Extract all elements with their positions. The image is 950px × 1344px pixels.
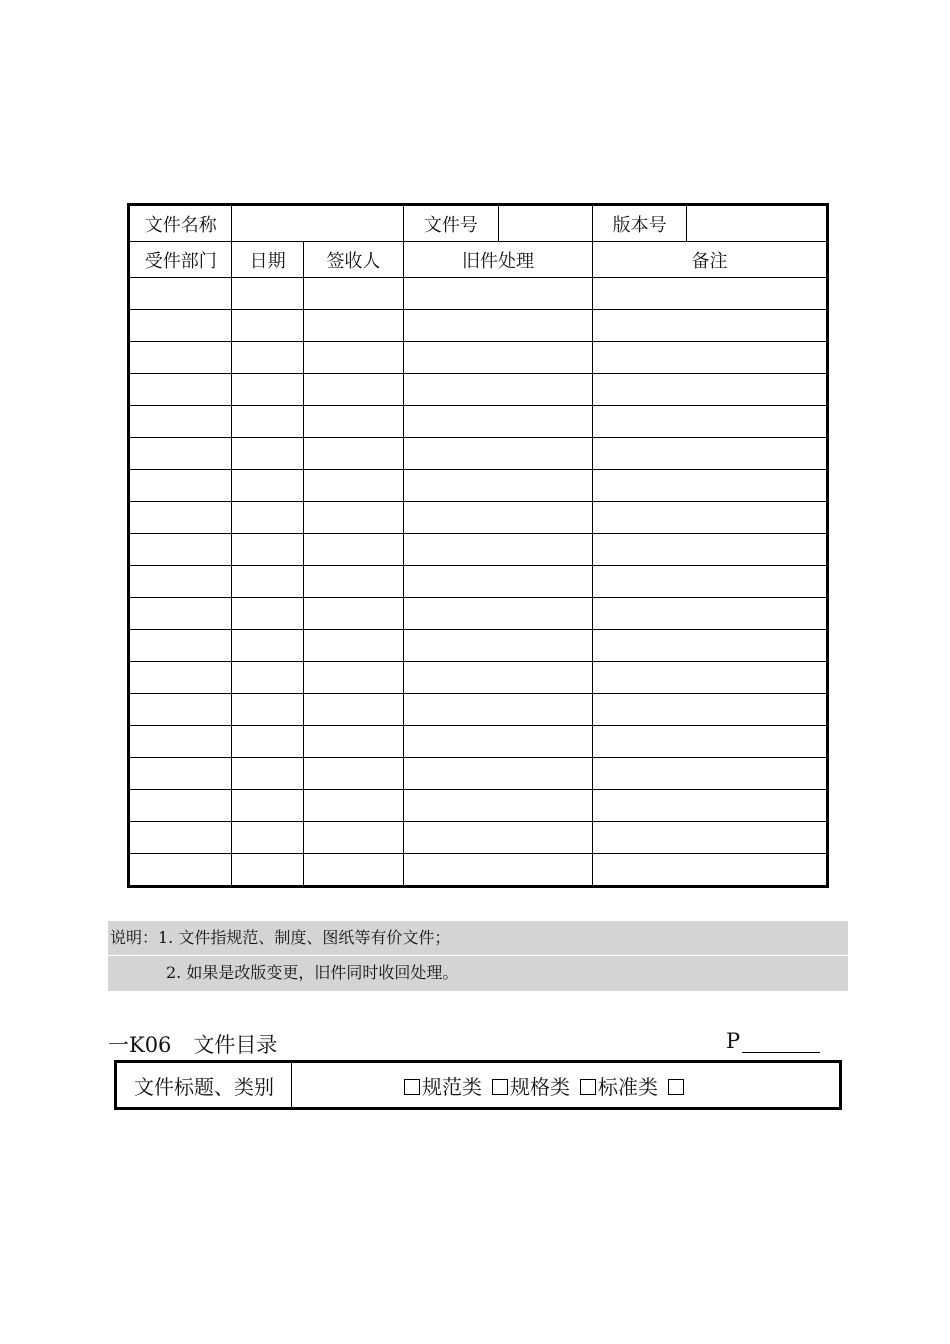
checkbox-icon[interactable] xyxy=(668,1079,684,1095)
file-no-field[interactable] xyxy=(498,205,592,242)
remarks-cell[interactable] xyxy=(592,438,827,470)
date-cell[interactable] xyxy=(232,566,303,598)
date-cell[interactable] xyxy=(232,630,303,662)
date-cell[interactable] xyxy=(232,534,303,566)
old-copy-cell[interactable] xyxy=(404,694,593,726)
remarks-cell[interactable] xyxy=(592,502,827,534)
remarks-cell[interactable] xyxy=(592,726,827,758)
old-copy-cell[interactable] xyxy=(404,726,593,758)
old-copy-cell[interactable] xyxy=(404,310,593,342)
old-copy-cell[interactable] xyxy=(404,502,593,534)
old-copy-cell[interactable] xyxy=(404,470,593,502)
old-copy-cell[interactable] xyxy=(404,534,593,566)
department-cell[interactable] xyxy=(129,566,232,598)
signer-cell[interactable] xyxy=(303,278,403,310)
date-cell[interactable] xyxy=(232,438,303,470)
note-line-1: 说明：1. 文件指规范、制度、图纸等有价文件； xyxy=(108,921,848,956)
checkbox-icon[interactable] xyxy=(580,1079,596,1095)
table-row xyxy=(129,854,828,887)
option-standard[interactable] xyxy=(580,1071,658,1100)
signer-cell[interactable] xyxy=(303,534,403,566)
signer-cell[interactable] xyxy=(303,566,403,598)
table-row xyxy=(129,662,828,694)
checkbox-icon[interactable] xyxy=(492,1079,508,1095)
table-row xyxy=(129,310,828,342)
section-heading xyxy=(108,1029,277,1059)
table-row xyxy=(129,598,828,630)
remarks-cell[interactable] xyxy=(592,278,827,310)
signer-cell[interactable] xyxy=(303,822,403,854)
table-row xyxy=(129,726,828,758)
table-row xyxy=(129,278,828,310)
table-row xyxy=(129,342,828,374)
department-cell[interactable] xyxy=(129,790,232,822)
signer-cell[interactable] xyxy=(303,438,403,470)
signer-cell[interactable] xyxy=(303,310,403,342)
department-cell[interactable] xyxy=(129,630,232,662)
old-copy-cell[interactable] xyxy=(404,790,593,822)
department-cell[interactable] xyxy=(129,502,232,534)
signer-cell[interactable] xyxy=(303,470,403,502)
old-copy-cell[interactable] xyxy=(404,438,593,470)
signer-cell[interactable] xyxy=(303,598,403,630)
signer-cell[interactable] xyxy=(303,758,403,790)
table-row xyxy=(129,822,828,854)
remarks-cell[interactable] xyxy=(592,566,827,598)
version-field[interactable] xyxy=(687,205,828,242)
signer-cell[interactable] xyxy=(303,374,403,406)
department-cell[interactable] xyxy=(129,694,232,726)
department-cell[interactable] xyxy=(129,342,232,374)
table-row xyxy=(129,630,828,662)
signer-cell[interactable] xyxy=(303,630,403,662)
old-copy-cell[interactable] xyxy=(404,342,593,374)
option-specification-label: 规格类 xyxy=(510,1074,570,1099)
signer-cell[interactable] xyxy=(303,854,403,887)
remarks-cell[interactable] xyxy=(592,310,827,342)
old-copy-cell[interactable] xyxy=(404,406,593,438)
date-cell[interactable] xyxy=(232,406,303,438)
department-cell[interactable] xyxy=(129,758,232,790)
department-cell[interactable] xyxy=(129,854,232,887)
col-header-department: 受件部门 xyxy=(129,242,232,278)
date-cell[interactable] xyxy=(232,758,303,790)
table-row xyxy=(129,470,828,502)
old-copy-cell[interactable] xyxy=(404,854,593,887)
section-title-text: 文件目录 xyxy=(193,1033,278,1057)
col-header-remarks: 备注 xyxy=(592,242,827,278)
table-row xyxy=(129,758,828,790)
file-name-field[interactable] xyxy=(232,205,404,242)
category-label: 文件标题、类别 xyxy=(116,1062,292,1109)
option-other[interactable] xyxy=(668,1075,686,1099)
page-number xyxy=(726,1029,820,1053)
date-cell[interactable] xyxy=(232,598,303,630)
old-copy-cell[interactable] xyxy=(404,822,593,854)
remarks-cell[interactable] xyxy=(592,822,827,854)
department-cell[interactable] xyxy=(129,534,232,566)
remarks-cell[interactable] xyxy=(592,630,827,662)
old-copy-cell[interactable] xyxy=(404,758,593,790)
old-copy-cell[interactable] xyxy=(404,630,593,662)
department-cell[interactable] xyxy=(129,438,232,470)
col-header-old-copy: 旧件处理 xyxy=(404,242,593,278)
col-header-date: 日期 xyxy=(232,242,303,278)
date-cell[interactable] xyxy=(232,662,303,694)
remarks-cell[interactable] xyxy=(592,470,827,502)
page-prefix: P xyxy=(726,1029,741,1053)
table-row xyxy=(129,406,828,438)
checkbox-icon[interactable] xyxy=(404,1079,420,1095)
remarks-cell[interactable] xyxy=(592,758,827,790)
remarks-cell[interactable] xyxy=(592,374,827,406)
department-cell[interactable] xyxy=(129,598,232,630)
notes-block xyxy=(108,921,848,991)
department-cell[interactable] xyxy=(129,374,232,406)
option-specification[interactable] xyxy=(492,1071,570,1100)
file-no-label: 文件号 xyxy=(404,205,498,242)
file-name-label: 文件名称 xyxy=(129,205,232,242)
signer-cell[interactable] xyxy=(303,342,403,374)
old-copy-cell[interactable] xyxy=(404,598,593,630)
version-label: 版本号 xyxy=(592,205,686,242)
department-cell[interactable] xyxy=(129,310,232,342)
old-copy-cell[interactable] xyxy=(404,374,593,406)
date-cell[interactable] xyxy=(232,470,303,502)
signer-cell[interactable] xyxy=(303,694,403,726)
department-cell[interactable] xyxy=(129,822,232,854)
department-cell[interactable] xyxy=(129,470,232,502)
remarks-cell[interactable] xyxy=(592,406,827,438)
date-cell[interactable] xyxy=(232,502,303,534)
table-row xyxy=(129,502,828,534)
table-row xyxy=(129,566,828,598)
distribution-table xyxy=(127,203,829,888)
table-row xyxy=(129,438,828,470)
date-cell[interactable] xyxy=(232,694,303,726)
table-row xyxy=(129,534,828,566)
option-standard-label: 标准类 xyxy=(598,1074,658,1099)
department-cell[interactable] xyxy=(129,278,232,310)
date-cell[interactable] xyxy=(232,822,303,854)
remarks-cell[interactable] xyxy=(592,854,827,887)
department-cell[interactable] xyxy=(129,726,232,758)
date-cell[interactable] xyxy=(232,310,303,342)
header-row-info xyxy=(129,205,828,242)
note-line-2: 2. 如果是改版变更，旧件同时收回处理。 xyxy=(166,963,459,982)
table-row xyxy=(129,790,828,822)
date-cell[interactable] xyxy=(232,374,303,406)
page-number-blank[interactable] xyxy=(742,1032,820,1053)
header-row-columns xyxy=(129,242,828,278)
remarks-cell[interactable] xyxy=(592,694,827,726)
category-table xyxy=(114,1060,842,1110)
signer-cell[interactable] xyxy=(303,662,403,694)
signer-cell[interactable] xyxy=(303,726,403,758)
remarks-cell[interactable] xyxy=(592,790,827,822)
date-cell[interactable] xyxy=(232,726,303,758)
table-row xyxy=(129,694,828,726)
department-cell[interactable] xyxy=(129,662,232,694)
option-spec-label: 规范类 xyxy=(422,1074,482,1099)
remarks-cell[interactable] xyxy=(592,598,827,630)
date-cell[interactable] xyxy=(232,854,303,887)
old-copy-cell[interactable] xyxy=(404,278,593,310)
department-cell[interactable] xyxy=(129,406,232,438)
date-cell[interactable] xyxy=(232,342,303,374)
remarks-cell[interactable] xyxy=(592,534,827,566)
category-options xyxy=(292,1062,841,1109)
col-header-signer: 签收人 xyxy=(303,242,403,278)
old-copy-cell[interactable] xyxy=(404,566,593,598)
old-copy-cell[interactable] xyxy=(404,662,593,694)
signer-cell[interactable] xyxy=(303,502,403,534)
signer-cell[interactable] xyxy=(303,406,403,438)
remarks-cell[interactable] xyxy=(592,662,827,694)
signer-cell[interactable] xyxy=(303,790,403,822)
section-code: 一K06 xyxy=(108,1033,172,1057)
table-row xyxy=(129,374,828,406)
option-spec[interactable] xyxy=(404,1071,482,1100)
date-cell[interactable] xyxy=(232,278,303,310)
remarks-cell[interactable] xyxy=(592,342,827,374)
date-cell[interactable] xyxy=(232,790,303,822)
